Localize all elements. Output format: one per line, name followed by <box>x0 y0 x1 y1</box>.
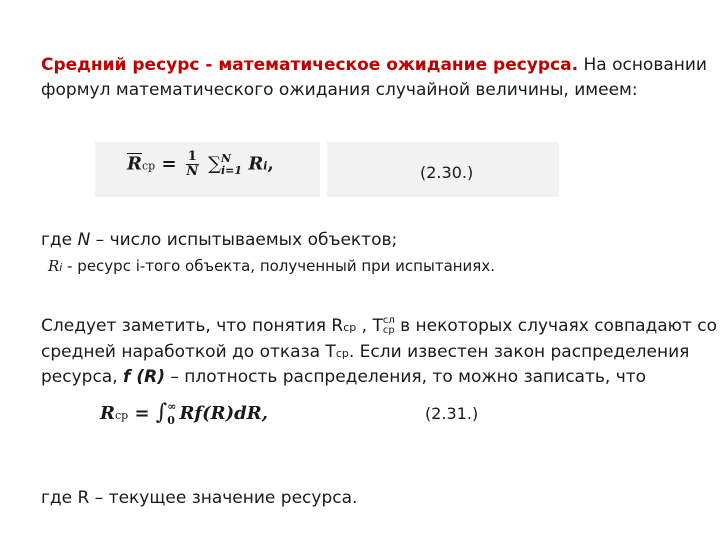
formula-1-frac-den: N <box>186 164 199 179</box>
formula-1-term-sub: i <box>263 159 268 173</box>
where-2-var: R <box>48 257 60 275</box>
footer-line: где R – текущее значение ресурса. <box>41 488 358 508</box>
where-line-1 <box>41 229 397 251</box>
formula-2-30: $\overline{R}ср$ = $\frac{1}{N}$ ∑ N i=1 Ri, <box>127 149 274 179</box>
where-2-text: - ресурс i-того объекта, полученный при испытаниях. <box>62 257 495 275</box>
paragraph-line-1 <box>41 315 717 339</box>
heading-line-1 <box>41 54 707 76</box>
formula-1-lhs-sub: ср <box>141 159 156 173</box>
int-upper: ∞ <box>167 400 177 413</box>
sum-sign: ∑ <box>208 153 221 175</box>
equation-number-2-31: (2.31.) <box>425 404 479 423</box>
para-3-a: ресурса, <box>41 367 124 387</box>
para-1-sub2: ср <box>382 325 395 336</box>
where-2-var-sub: i <box>59 261 63 274</box>
paragraph-line-3 <box>41 366 646 388</box>
sum-lower: i=1 <box>220 163 243 177</box>
formula-1-term: R <box>248 153 264 175</box>
para-3-fr: f (R) <box>123 367 165 387</box>
para-1-b: , Т <box>356 316 383 336</box>
para-1-sub: ср <box>343 321 357 334</box>
para-2-a: средней наработкой до отказа Т <box>41 342 336 362</box>
int-lower: 0 <box>167 414 175 427</box>
where-1-var: N <box>77 230 91 250</box>
heading-rest: На основании <box>578 55 707 75</box>
where-line-2 <box>48 255 495 279</box>
formula-1-lhs: $\overline{R}$ <box>127 153 142 175</box>
heading-line-2: формул математического ожидания случайной величины, имеем: <box>41 80 638 100</box>
paragraph-line-2 <box>41 341 689 365</box>
where-1-text: – число испытываемых объектов; <box>90 230 398 250</box>
formula-2-31: Rср = ∫ ∞ 0 Rf(R)dR, <box>100 400 268 427</box>
integral-sign: ∫ <box>155 400 168 425</box>
where-1-prefix: где <box>41 230 78 250</box>
formula-2-lhs-sub: ср <box>114 409 129 422</box>
formula-1-fraction <box>186 150 199 179</box>
heading-title: Средний ресурс - математическое ожидание ресурса. <box>41 55 579 75</box>
formula-2-lhs: R <box>100 403 115 424</box>
para-2-sub: ср <box>335 347 349 360</box>
para-2-b: . Если известен закон распределения <box>348 342 690 362</box>
formula-1-frac-num: 1 <box>187 149 197 164</box>
sum-upper: N <box>220 151 232 165</box>
para-1-a: Следует заметить, что понятия R <box>41 316 344 336</box>
formula-2-body: Rf(R)dR, <box>179 403 268 424</box>
equation-number-2-30: (2.30.) <box>420 163 474 182</box>
formula-1-tail: , <box>267 153 274 175</box>
para-3-b: – плотность распределения, то можно записать, что <box>164 367 647 387</box>
para-1-c: в некоторых случаях совпадают со <box>394 316 718 336</box>
para-1-sup: сл <box>382 315 395 326</box>
